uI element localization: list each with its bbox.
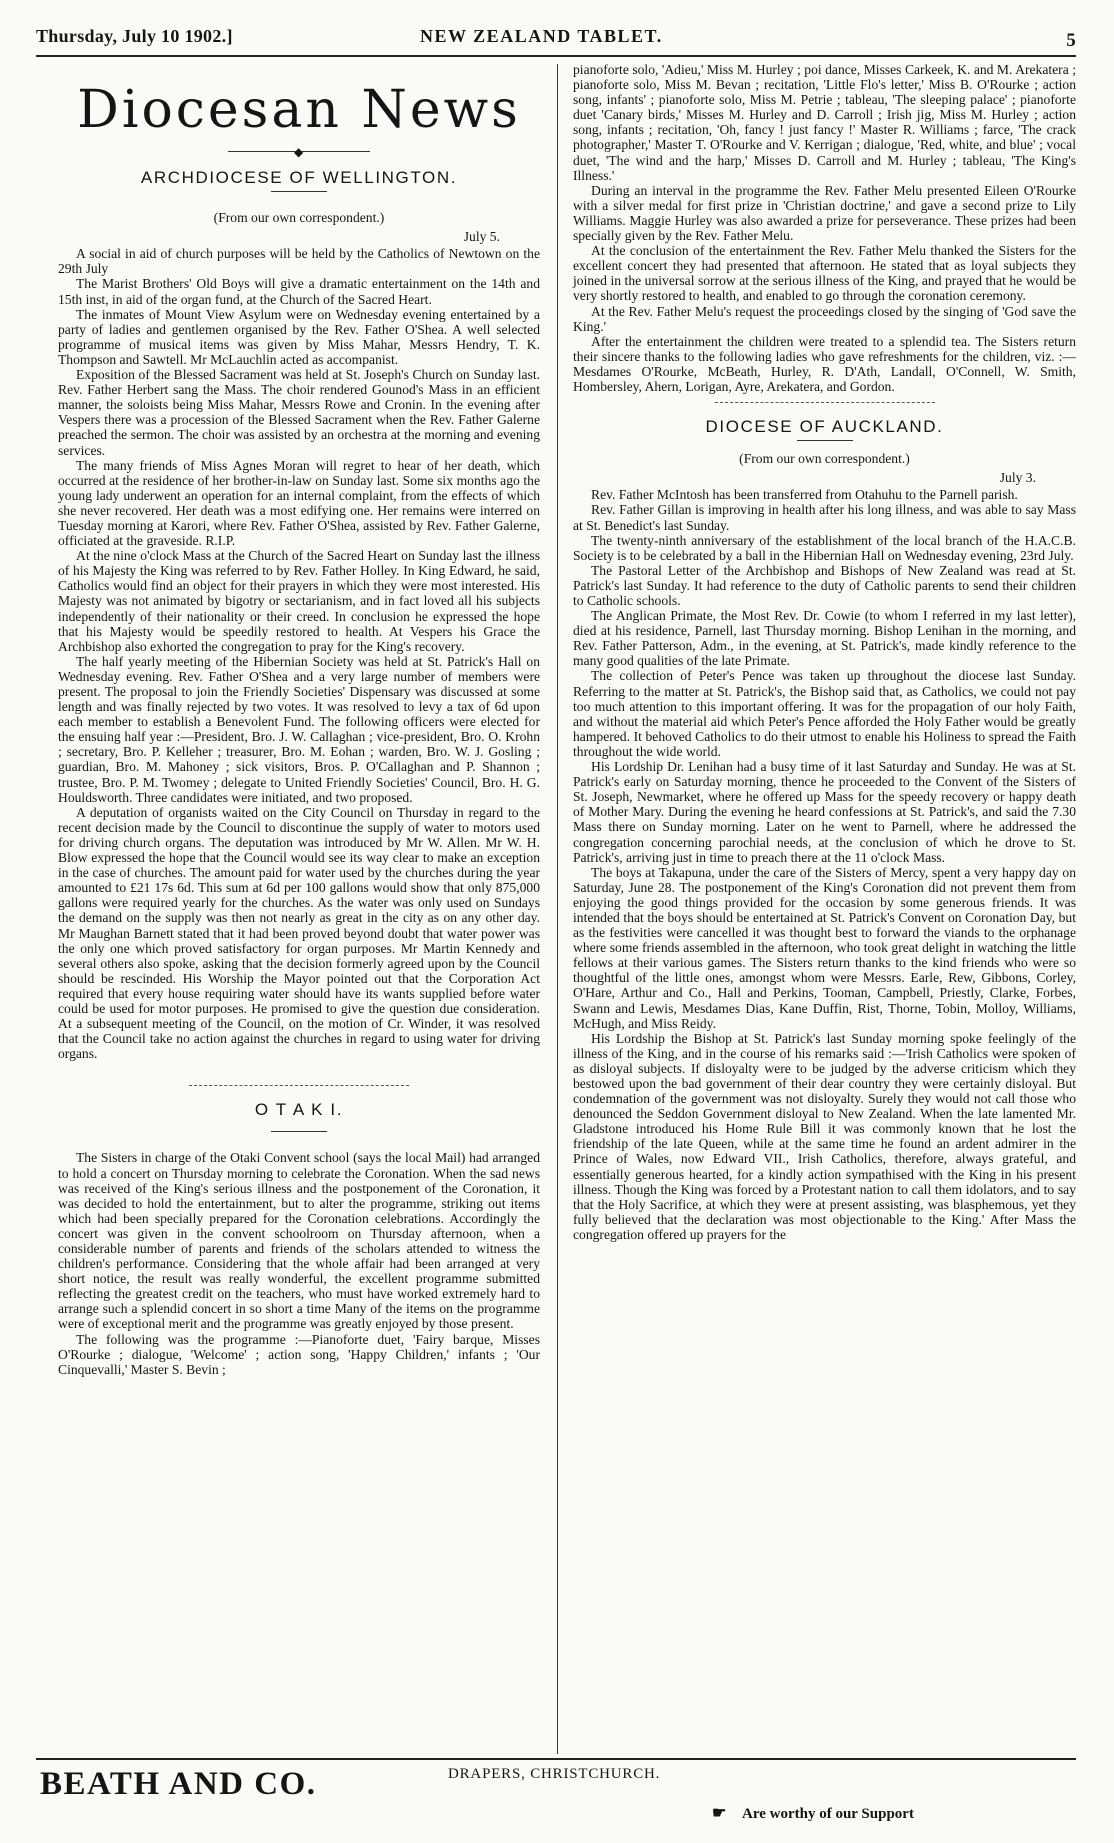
left-column: [58, 62, 540, 1377]
pointing-hand-icon: ☛: [712, 1805, 727, 1822]
paragraph: The Marist Brothers' Old Boys will give a dramatic entertainment on the 14th and 15th inst, in aid of the organ fund, at the Church of the Sacred Heart.: [58, 276, 540, 307]
paragraph: At the conclusion of the entertainment the Rev. Father Melu thanked the Sisters for the excellent concert they had presented that afternoon. He stated that as loyal subjects they joined in the universal sorrow at the serious illness of the King, and prayed that he would be very shortly restored to health, and enabled to go through the coronation ceremony.: [573, 243, 1076, 304]
section-divider: [715, 402, 935, 403]
section-title-otaki: O T A K I.: [254, 1100, 344, 1120]
paragraph: pianoforte solo, 'Adieu,' Miss M. Hurley ; poi dance, Misses Carkeek, K. and M. Arekatera ; pianoforte solo, Miss M. Bevan ; recitation, 'Little Flo's letter,' Miss B. O'Rourke ; action song, infants' ; pianoforte solo, Miss M. Petrie ; tableau, 'The sleeping palace' ; pianoforte duet 'Canary birds,' Misses M. Hurley and D. Carroll ; Irish jig, Miss M. Hurley ; action song, infants ; recitation, 'Oh, fancy ! just fancy !' Master R. Williams ; farce, 'The crack photographer,' Master T. O'Rourke and V. Kerrigan ; dialogue, 'Red, white, and blue' ; vocal duet, 'The wind and the harp,' Misses D. Carroll and M. Hurley ; tableau, 'The King's Illness.': [573, 62, 1076, 183]
section-title-wellington: ARCHDIOCESE OF WELLINGTON.: [140, 168, 458, 187]
paragraph: After the entertainment the children were treated to a splendid tea. The Sisters return their sincere thanks to the following ladies who gave refreshments for the children, viz. :—Mesdames O'Rourke, McBeath, Hurley, R. D'Ath, Landall, O'Connell, W. Smith, Hombersley, Ahern, Lorigan, Ayre, Arekatera, and Gordon.: [573, 333, 1076, 394]
short-rule: [271, 191, 327, 192]
paragraph: The half yearly meeting of the Hibernian Society was held at St. Patrick's Hall on Wednesday evening. Rev. Father O'Shea and a very large number of members were present. The proposal to join the Friendly Societies' Dispensary was discussed at some length and was finally rejected by two votes. It was resolved to levy a tax of 6d upon each member to establish a Benevolent Fund. The following officers were elected for the ensuing half year :—President, Bro. J. W. Callaghan ; vice-president, Bro. O. Krohn ; secretary, Bro. P. Kelleher ; treasurer, Bro. M. Eohan ; warden, Bro. W. J. Gosling ; guardian, Bro. M. Mahoney ; sick visitors, Bros. P. O'Callaghan and P. Shannon ; trustee, Bro. P. M. Twomey ; delegate to United Friendly Societies' Council, Bro. H. G. Houldsworth. Three candidates were initiated, and two proposed.: [58, 653, 540, 805]
paragraph: Rev. Father McIntosh has been transferred from Otahuhu to the Parnell parish.: [591, 487, 1018, 503]
advertiser-name: BEATH AND CO.: [40, 1766, 317, 1802]
paragraph: The twenty-ninth anniversary of the establishment of the local branch of the H.A.C.B. Society is to be celebrated by a ball in the Hibernian Hall on Wednesday evening, 23rd July.: [573, 532, 1076, 563]
footer-rule: [36, 1758, 1076, 1760]
running-head: [36, 26, 1076, 52]
paragraph: At the Rev. Father Melu's request the proceedings closed by the singing of 'God save the King.': [573, 303, 1076, 334]
paragraph: The boys at Takapuna, under the care of the Sisters of Mercy, spent a very happy day on Saturday, June 28. The postponement of the King's Coronation did not prevent them from enjoying the good things provided for the occasion by some generous friends. It was intended that the boys should be entertained at St. Patrick's Convent on Coronation Day, but as the festivities were cancelled it was thought best to forward the viands to the orphanage where some friends assembled in the afternoon, who took great delight in watching the little fellows at their various games. The Sisters return thanks to the kind friends who were so thoughtful of the little ones, amongst whom were Messrs. Earle, Rew, Gibbons, Corley, O'Hare, Arthur and Co., Hall and Perkins, Tooman, Campbell, Priestly, Clarke, Forbes, Swann and Lewis, Mesdames Dias, Kane Duffin, Rist, Thorne, Tobin, Molloy, Williams, McHugh, and Miss Reidy.: [573, 864, 1076, 1031]
section-title-auckland: DIOCESE OF AUCKLAND.: [705, 417, 944, 437]
support-line: [712, 1803, 914, 1823]
short-rule: [271, 1131, 327, 1132]
issue-date: Thursday, July 10 1902.]: [36, 26, 233, 46]
publication-title: NEW ZEALAND TABLET.: [420, 26, 663, 46]
paragraph: The collection of Peter's Pence was taken up throughout the diocese last Sunday. Referring to the matter at St. Patrick's, the Bishop said that, as Catholics, we could not pay too much attention to this important offering. It was for the propagation of our holy Faith, and without the material aid which Peter's Pence afforded the Holy Father would be greatly hampered. It behoved Catholics to do their utmost to enable his Holiness to spread the Faith throughout the wide world.: [573, 668, 1076, 759]
paragraph: At the nine o'clock Mass at the Church of the Sacred Heart on Sunday last the illness of his Majesty the King was referred to by Rev. Father Holley. In King Edward, he said, Catholics would find an object for their prayers in which they were most interested. His Majesty was not animated by bigotry or sectarianism, and in fact loved all his subjects independently of their nationality or their creed. In conclusion he expressed the hope that his Majesty would be speedily restored to health. At Vespers his Grace the Archbishop also exhorted the congregation to pray for the King's recovery.: [58, 548, 540, 654]
support-text: Are worthy of our Support: [742, 1806, 914, 1822]
correspondent-line: (From our own correspondent.): [213, 210, 385, 226]
advertiser-tagline: DRAPERS, CHRISTCHURCH.: [448, 1766, 661, 1782]
diamond-icon: ◆: [294, 145, 304, 159]
short-rule: [797, 440, 853, 441]
paragraph: The Pastoral Letter of the Archbishop and Bishops of New Zealand was read at St. Patrick's last Sunday. It had reference to the duty of Catholic parents to send their children to Catholic schools.: [573, 562, 1076, 608]
dateline: July 3.: [999, 470, 1036, 486]
masthead: Diocesan News: [77, 80, 521, 140]
page-number: 5: [1066, 30, 1076, 51]
paragraph: A deputation of organists waited on the City Council on Thursday in regard to the recent decision made by the Council to discontinue the supply of water to motors used for driving church organs. The deputation was introduced by Mr W. Allen. Mr W. H. Blow expressed the hope that the Council would see its way clear to make an exception in the case of churches. The amount paid for water used by the churches during the year amounted to £21 17s 6d. This sum at 6d per 100 gallons would show that only 875,000 gallons were required yearly for the churches. As the water was only used on Sundays the demand on the supply was then not nearly as great in the city as on any other day. Mr Maughan Barnett stated that it had been proved beyond doubt that water power was the only one which proved satisfactory for organ purposes. Mr Martin Kennedy and several others also spoke, asking that the decision formerly agreed upon by the Council should be rescinded. His Worship the Mayor pointed out that the Corporation Act required that every house requiring water should have its wants supplied before water could be used for motor purposes. He promised to give the question due consideration. At a subsequent meeting of the Council, on the motion of Cr. Winder, it was resolved that the Council take no action against the churches in regard to using water for driving organs.: [58, 804, 540, 1062]
correspondent-line: (From our own correspondent.): [739, 451, 910, 467]
paragraph: His Lordship Dr. Lenihan had a busy time of it last Saturday and Sunday. He was at St. Patrick's early on Saturday morning, thence he proceeded to the Convent of the Sisters of St. Joseph, Newmarket, where he offered up Mass for the speedy recovery or happy death of Mother Mary. During the evening he heard confessions at St. Patrick's, and said the 7.30 Mass there on Sunday morning. Later on he went to Parnell, where he addressed the congregation concerning parochial needs, at the conclusion of which he drove to St. Patrick's, arriving just in time to preach there at the 11 o'clock Mass.: [573, 759, 1076, 865]
paragraph: During an interval in the programme the Rev. Father Melu presented Eileen O'Rourke with a silver medal for first prize in 'Christian doctrine,' and gave a second prize to Lily Williams. Maggie Hurley was also awarded a prize for perseverance. These prizes had been specially given by the Rev. Father Melu.: [573, 182, 1076, 244]
column-rule: [557, 64, 558, 1754]
paragraph: His Lordship the Bishop at St. Patrick's last Sunday morning spoke feelingly of the illness of the King, and in the course of his remarks said :—'Irish Catholics were spoken of as disloyal subjects. If disloyalty were to be judged by the adverse criticism which they bestowed upon the bad government of their dear country they were certainly disloyal. But condemnation of the government was not disloyalty. Surely they would not call those who denounced the Seddon Government disloyal to New Zealand. When the late lamented Mr. Gladstone introduced his Home Rule Bill it was commonly known that he lost the friendship of the late Queen, while at the same time he found an ardent admirer in the Prince of Wales, now Edward VII., Irish Catholics, therefore, always grateful, and essentially generous hearted, for a kindly action sympathised with the King in his present illness. Though the King was forced by a Protestant nation to call them idolators, and to say that the Holy Sacrifice, at which they were at present assisting, was blasphemous, yet they fully believed that the declaration was most objectionable to the King.' After Mass the congregation offered up prayers for the: [573, 1030, 1076, 1242]
paragraph: A social in aid of church purposes will be held by the Catholics of Newtown on the 29th July: [58, 246, 540, 277]
paragraph: The many friends of Miss Agnes Moran will regret to hear of her death, which occurred at the residence of her brother-in-law on Sunday last. Some six months ago the young lady underwent an operation for an internal complaint, from the effects of which she never recovered. Her death was a most edifying one. Her remains were interred on Tuesday morning at Karori, where Rev. Father O'Shea, assisted by Rev. Father Galerne, officiated at the graveside. R.I.P.: [58, 457, 540, 549]
paragraph: The Sisters in charge of the Otaki Convent school (says the local Mail) had arranged to hold a concert on Thursday morning to celebrate the Coronation. When the sad news was received of the King's serious illness and the postponement of the Coronation, it was decided to hold the entertainment, but to alter the programme, striking out items which had been specially prepared for the Coronation celebrations. Accordingly the concert was given in the convent schoolroom on Thursday afternoon, when a considerable number of parents and friends of the scholars attended to witness the children's performance. Considering that the whole affair had been arranged at very short notice, the result was really wonderful, the excellent programme submitted reflecting the greatest credit on the teachers, who must have worked extremely hard to arrange such a splendid concert in so short a time Many of the items on the programme were of exceptional merit and the programme was greatly enjoyed by those present.: [58, 1150, 540, 1332]
header-rule: [36, 55, 1076, 57]
dateline: July 5.: [463, 229, 500, 245]
paragraph: The Anglican Primate, the Most Rev. Dr. Cowie (to whom I referred in my last letter), died at his residence, Parnell, last Thursday morning. Bishop Lenihan in the morning, and Rev. Father Patterson, Adm., in the evening, at St. Patrick's, made kindly reference to the many good qualities of the late Primate.: [573, 608, 1076, 669]
paragraph: The inmates of Mount View Asylum were on Wednesday evening entertained by a party of ladies and gentlemen organised by the Rev. Father O'Shea. A well selected programme of musical items was given by Miss Mahar, Messrs Hendry, T. K. Thompson and Sawtell. Mr McLauchlin acted as accompanist.: [58, 306, 540, 367]
ornament-divider: [58, 144, 540, 160]
paragraph: Rev. Father Gillan is improving in health after his long illness, and was able to say Mass at St. Benedict's last Sunday.: [573, 502, 1076, 533]
paragraph: The following was the programme :—Pianoforte duet, 'Fairy barque, Misses O'Rourke ; dialogue, 'Welcome' ; action song, 'Happy Children,' infants ; 'Our Cinquevalli,' Master S. Bevin ;: [58, 1331, 540, 1377]
right-column: [573, 62, 1076, 1242]
section-divider: [189, 1085, 409, 1086]
paragraph: Exposition of the Blessed Sacrament was held at St. Joseph's Church on Sunday last. Rev. Father Herbert sang the Mass. The choir rendered Gounod's Mass in an efficient manner, the soloists being Miss Mahar, Messrs Rowe and Cronin. In the evening after Vespers there was a procession of the Blessed Sacrament when the Rev. Father Galerne preached the sermon. The choir was assisted by an orchestra at the morning and evening services.: [58, 367, 540, 458]
